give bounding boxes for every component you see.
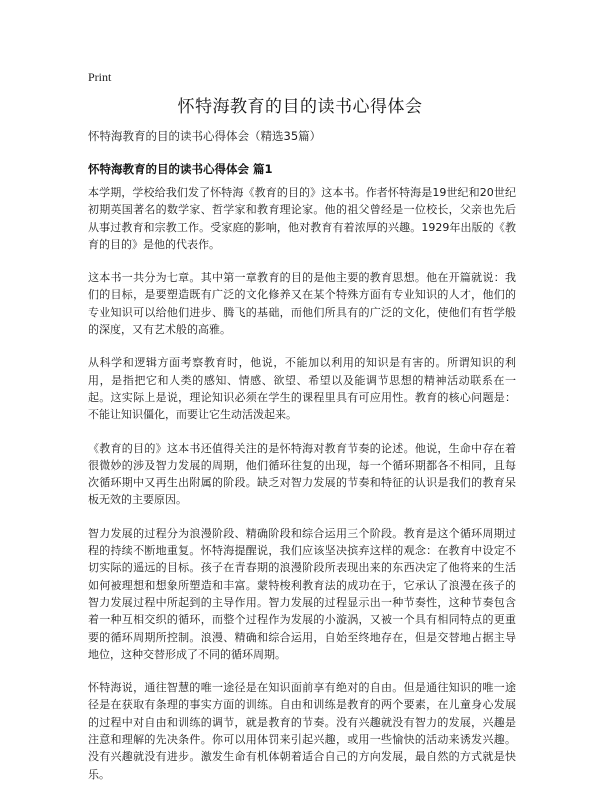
paragraph: 从科学和逻辑方面考察教育时，他说，不能加以利用的知识是有害的。所谓知识的利用，是指把它和人类的感知、情感、欲望、希望以及能调节思想的精神活动联系在一起。这实际上是说，理论知识必须在学生的课程里具有可应用性。教育的核心问题是：不能让知识僵化，而要让它生动活泼起来。 [88,356,516,422]
paragraph: 怀特海说，通往智慧的唯一途径是在知识面前享有绝对的自由。但是通往知识的唯一途径是在获取有条理的事实方面的训练。自由和训练是教育的两个要素，在儿童身心发展的过程中对自由和训练的调节，就是教育的节奏。没有兴趣就没有智力的发展，兴趣是注意和理解的先决条件。你可以用体罚来引起兴趣，或用一些愉快的活动来诱发兴趣。没有兴趣就没有进步。激发生命有机体朝着适合自己的方向发展，最自然的方式就是快乐。 [88,681,516,781]
paragraph: 这本书一共分为七章。其中第一章教育的目的是他主要的教育思想。他在开篇就说：我们的目标，是要塑造既有广泛的文化修养又在某个特殊方面有专业知识的人才，他们的专业知识可以给他们进步、腾飞的基础，而他们所具有的广泛的文化，使他们有哲学般的深度，又有艺术般的高雅。 [88,271,516,337]
article-body [88,184,516,799]
print-link[interactable]: Print [88,70,112,84]
section-heading: 怀特海教育的目的读书心得体会 篇1 [88,162,273,176]
document-subtitle: 怀特海教育的目的读书心得体会（精选35篇） [88,129,322,143]
paragraph: 智力发展的过程分为浪漫阶段、精确阶段和综合运用三个阶段。教育是这个循环周期过程的持续不断地重复。怀特海提醒说，我们应该坚决摈弃这样的观念：在教育中设定不切实际的遥远的目标。孩子在青春期的浪漫阶段所表现出来的东西决定了他将来的生活如何被理想和想象所塑造和丰富。蒙特梭利教育法的成功在于，它承认了浪漫在孩子的智力发展过程中所起到的主导作用。智力发展的过程显示出一种节奏性，这种节奏包含着一种互相交织的循环，而整个过程作为发展的小漩涡，又被一个具有相同特点的更重要的循环周期所控制。浪漫、精确和综合运用，自始至终地存在，但是交替地占据主导地位，这种交替形成了不同的循环周期。 [88,526,516,661]
paragraph: 《教育的目的》这本书还值得关注的是怀特海对教育节奏的论述。他说，生命中存在着很微妙的涉及智力发展的周期，他们循环往复的出现，每一个循环期都各不相同，且每次循环期中又再生出附属的阶段。缺乏对智力发展的节奏和特征的认识是我们的教育呆板无效的主要原因。 [88,441,516,507]
paragraph: 本学期，学校给我们发了怀特海《教育的目的》这本书。作者怀特海是19世纪和20世纪初期英国著名的数学家、哲学家和教育理论家。他的祖父曾经是一位校长，父亲也先后从事过教育和宗教工作。受家庭的影响，他对教育有着浓厚的兴趣。1929年出版的《教育的目的》是他的代表作。 [88,186,516,251]
page-title: 怀特海教育的目的读书心得体会 [177,97,423,117]
